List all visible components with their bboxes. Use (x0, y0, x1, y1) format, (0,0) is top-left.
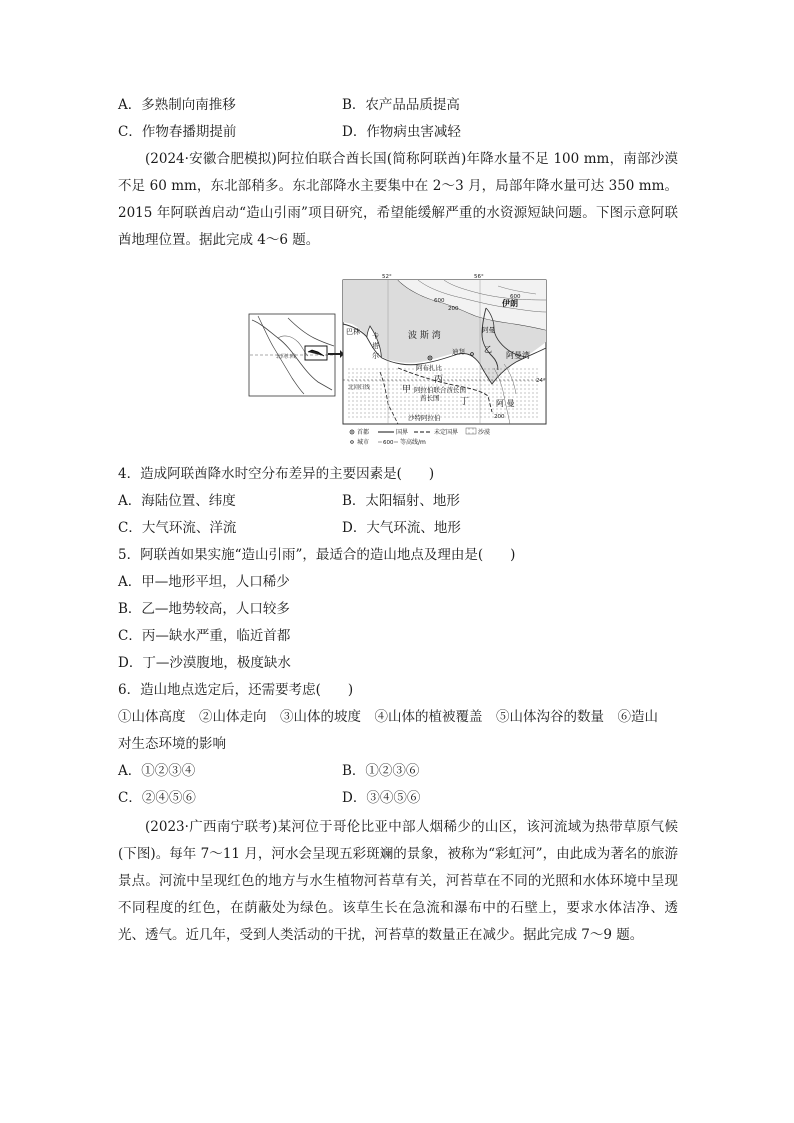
label-abudhabi: 阿布扎比 (416, 364, 442, 372)
contour-600-label-a: 600 (434, 298, 445, 304)
passage-rainbow-river-text: (2023·广西南宁联考)某河位于哥伦比亚中部人烟稀少的山区，该河流域为热带草原气候(下图)。每年 7～11 月，河水会呈现五彩斑斓的景象，被称为“彩虹河”，由此成为著名的旅游景点。河流中呈现红色的地方与水生植物河苔草有关，河苔草在不同的光照和水体环境中呈现不同程度的红色，在荫蔽处为绿色。该草生长在急流和瀑布中的石壁上，要求水体洁净、透光、透气。近几年，受到人类活动的干扰，河苔草的数量正在减少。据此完成 7～9 题。 (118, 819, 678, 943)
legend-contour-label: 等高线/m (400, 439, 426, 446)
label-yi: 乙 (484, 345, 492, 354)
q6-items-line1: ①山体高度 ②山体走向 ③山体的坡度 ④山体的植被覆盖 ⑤山体沟谷的数量 ⑥造山 (118, 709, 658, 725)
q4-option-d: D．大气环流、地形 (342, 520, 461, 536)
legend-undefined-label: 未定国界 (434, 429, 459, 436)
label-persian-gulf: 波 斯 湾 (408, 331, 441, 341)
inset-tropic-label: 北回归线 (276, 354, 297, 360)
legend-city-icon (351, 441, 354, 444)
q5-option-d: D．丁—沙漠腹地，极度缺水 (118, 655, 291, 671)
label-uae-line2: 酋长国 (420, 394, 440, 402)
label-oman-top: 阿曼 (482, 326, 495, 334)
inset-map (249, 314, 335, 396)
legend-contour-value: 600 (383, 440, 394, 446)
label-uae: 阿拉伯联合酋长国 (414, 386, 466, 394)
lat-24-label: 24° (536, 378, 546, 384)
legend-border-label: 国界 (396, 429, 409, 436)
q3-option-d: D．作物病虫害减轻 (342, 124, 461, 140)
q6-option-d: D．③④⑤⑥ (342, 790, 421, 806)
legend-city-label: 城市 (357, 439, 370, 446)
svg-text:卡: 卡 (372, 332, 379, 340)
label-oman-bottom: 阿 曼 (496, 399, 515, 408)
map-legend (350, 428, 490, 446)
label-saudi: 沙特阿拉伯 (408, 414, 441, 422)
q4-option-b: B．太阳辐射、地形 (342, 493, 460, 509)
q5-option-a: A．甲—地形平坦，人口稀少 (118, 574, 290, 590)
contour-600-label-b: 600 (510, 294, 521, 300)
q6-items-line2: 对生态环境的影响 (118, 736, 226, 752)
q6-option-c: C．②④⑤⑥ (118, 790, 196, 806)
label-bing: 丙 (434, 375, 444, 385)
q4-option-c: C．大气环流、洋流 (118, 520, 237, 536)
q6-option-b: B．①②③⑥ (342, 763, 420, 779)
label-dubai: 迪拜 (452, 348, 465, 356)
q5-option-b: B．乙—地势较高，人口较多 (118, 601, 290, 617)
label-oman-gulf: 阿曼湾 (506, 351, 530, 360)
svg-text:塔: 塔 (372, 342, 379, 350)
q4-stem: 4．造成阿联酋降水时空分布差异的主要因素是( ) (118, 466, 435, 482)
lon-56-label: 56° (474, 274, 484, 280)
svg-text:尔: 尔 (372, 352, 379, 360)
q6-stem: 6．造山地点选定后，还需要考虑( ) (118, 682, 354, 698)
label-iran: 伊朗 (502, 299, 518, 308)
q6-option-a: A．①②③④ (118, 763, 196, 779)
contour-200-label-b: 200 (494, 414, 505, 420)
passage-uae (118, 146, 678, 254)
label-tropic-main: 北回归线 (348, 385, 371, 391)
legend-capital-label: 首都 (357, 429, 370, 436)
q4-option-a: A．海陆位置、纬度 (118, 493, 236, 509)
q5-option-c: C．丙—缺水严重，临近首都 (118, 628, 291, 644)
legend-desert-label: 沙漠 (478, 429, 491, 436)
label-ding: 丁 (460, 397, 470, 407)
q3-option-a: A．多熟制向南推移 (118, 97, 236, 113)
label-jia: 甲 (402, 385, 412, 395)
label-bahrain: 巴林 (346, 328, 360, 336)
q5-stem: 5．阿联酋如果实施“造山引雨”，最适合的造山地点及理由是( ) (118, 547, 516, 563)
passage-uae-text: (2024·安徽合肥模拟)阿拉伯联合酋长国(简称阿联酋)年降水量不足 100 mm，南部沙漠不足 60 mm，东北部稍多。东北部降水主要集中在 2～3 月，局部年降水量可达 350 mm。2015 年阿联酋启动“造山引雨”项目研究，希望能缓解严重的水资源短缺问题。下图示意阿联酋地理位置。据此完成 4～6 题。 (118, 151, 678, 248)
contour-200-label-a: 200 (448, 306, 459, 312)
q3-option-b: B．农产品品质提高 (342, 97, 460, 113)
lon-52-label: 52° (382, 274, 392, 280)
passage-rainbow-river (118, 814, 678, 949)
uae-location-map (248, 272, 548, 455)
label-qatar (372, 331, 379, 360)
q3-option-c: C．作物春播期提前 (118, 124, 237, 140)
